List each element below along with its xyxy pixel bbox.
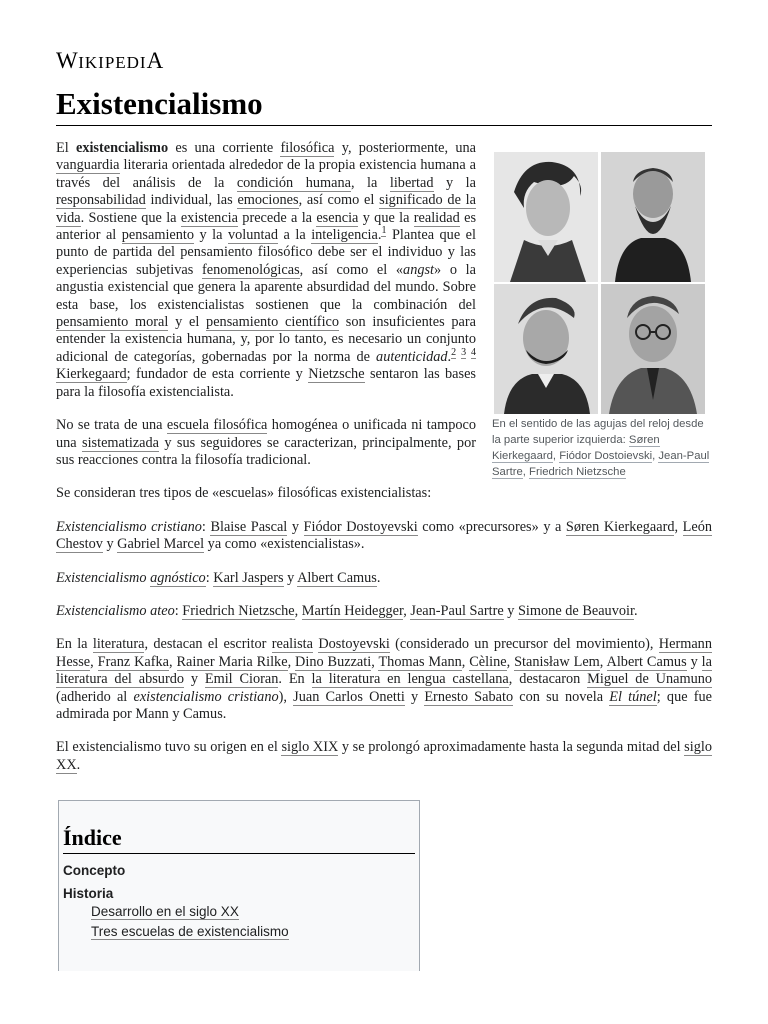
link-siglo-xx[interactable]: siglo XX bbox=[56, 739, 712, 773]
link-lem[interactable]: Stanisław Lem bbox=[514, 653, 600, 670]
footnote-ref[interactable]: 2 bbox=[451, 347, 457, 359]
link-rilke[interactable]: Rainer Maria Rilke bbox=[176, 653, 288, 670]
link-mann[interactable]: Thomas Mann bbox=[378, 653, 462, 670]
paragraph-agnostico: Existencialismo agnóstico: Karl Jaspers y Albert Camus. bbox=[56, 569, 381, 586]
link-escuela-filosofica[interactable]: escuela filosófica bbox=[166, 417, 268, 434]
footnote-ref[interactable]: 4 bbox=[471, 347, 477, 359]
link-condicion-humana[interactable]: condición humana bbox=[236, 174, 351, 191]
portrait-dostoevsky bbox=[601, 152, 705, 282]
link-realista[interactable]: realista bbox=[271, 636, 313, 653]
link-camus[interactable]: Albert Camus bbox=[606, 653, 687, 670]
link-realidad[interactable]: realidad bbox=[413, 209, 460, 226]
caption-link-dostoievski[interactable]: Fiódor Dostoievski bbox=[559, 450, 653, 462]
link-pensamiento[interactable]: pensamiento bbox=[121, 227, 195, 244]
link-literatura[interactable]: literatura bbox=[92, 636, 145, 653]
toc-divider bbox=[63, 853, 415, 854]
caption-sep: , bbox=[652, 450, 659, 462]
link-esencia[interactable]: esencia bbox=[316, 209, 359, 226]
link-nietzsche[interactable]: Friedrich Nietzsche bbox=[182, 602, 295, 619]
link-heidegger[interactable]: Martín Heidegger bbox=[301, 602, 404, 619]
link-pensamiento-cientifico[interactable]: pensamiento científico bbox=[206, 314, 340, 331]
link-kafka[interactable]: Franz Kafka bbox=[97, 653, 170, 670]
link-fenomenologicas[interactable]: fenomenológicas bbox=[201, 261, 300, 278]
caption-text: En el sentido de las agujas del reloj desde la parte superior izquierda: bbox=[492, 418, 704, 446]
portrait-nietzsche bbox=[494, 284, 598, 414]
italic-term: Existencialismo cristiano bbox=[56, 518, 202, 535]
link-literatura-castellana[interactable]: la literatura en lengua castellana bbox=[311, 671, 509, 688]
italic-term: Existencialismo ateo bbox=[56, 602, 175, 619]
caption-link-sartre[interactable]: Jean-Paul Sartre bbox=[492, 450, 710, 478]
paragraph-origen: El existencialismo tuvo su origen en el siglo XIX y se prolongó aproximadamente hasta la segunda mitad del siglo XX. bbox=[56, 739, 712, 773]
link-pascal[interactable]: Blaise Pascal bbox=[210, 518, 288, 535]
table-of-contents bbox=[58, 800, 420, 971]
link-jaspers[interactable]: Karl Jaspers bbox=[213, 569, 284, 586]
portrait-sartre bbox=[601, 284, 705, 414]
link-sabato[interactable]: Ernesto Sabato bbox=[424, 688, 514, 705]
logo-text: WIKIPEDIA bbox=[56, 48, 164, 73]
paragraph-literatura: En la literatura, destacan el escritor realista Dostoyevski (considerado un precursor del movimiento), Hermann Hesse, Franz Kafka, Rainer Maria Rilke, Dino Buzzati, Thomas Mann, Cèline, Stanisław Lem, Albert Camus y la literatura del absurdo y Emil Cioran. En la literatura en lengua castellana, destacaron Miguel de Unamuno (adherido al existencialismo cristiano), Juan Carlos Onetti y Ernesto Sabato con su novela El túnel; que fue admirada por Mann y Camus. bbox=[56, 636, 713, 722]
link-inteligencia[interactable]: inteligencia bbox=[311, 227, 378, 244]
caption-link-nietzsche[interactable]: Friedrich Nietzsche bbox=[529, 466, 626, 478]
infobox-figure bbox=[492, 152, 712, 480]
link-vanguardia[interactable]: vanguardia bbox=[56, 157, 120, 174]
link-buzzati[interactable]: Dino Buzzati bbox=[295, 653, 372, 670]
toc-item-tres-escuelas[interactable]: Tres escuelas de existencialismo bbox=[91, 924, 289, 939]
italic-term: angst bbox=[403, 261, 435, 278]
link-beauvoir[interactable]: Simone de Beauvoir bbox=[517, 602, 634, 619]
paragraph-intro: El existencialismo es una corriente filosófica y, posteriormente, una vanguardia literaria orientada alrededor de la propia existencia humana a través del análisis de la condición humana, la libertad y la responsabilidad individual, las emociones, así como el significado de la vida. Sostiene que la existencia precede a la esencia y que la realidad es anterior al pensamiento y la voluntad a la inteligencia.$^1$ Plantea que el punto de partida del pensamiento filosófico debe ser el individuo y las experiencias subjetivas fenomenológicas, así como el «angst» o la angustia existencial que genera la aparente absurdidad del mundo. Sobre esta base, los existencialistas sostienen que la combinación del pensamiento moral y el pensamiento científico son insuficientes para entender la existencia humana, y, por lo tanto, es necesario un conjunto adicional de categorías, gobernadas por la norma de autenticidad.$^{2 3 4}$ Kierkegaard; fundador de esta corriente y Nietzsche sentaron las bases para la filosofía existencialista. bbox=[56, 140, 477, 400]
link-hesse[interactable]: Hermann Hesse bbox=[56, 636, 712, 670]
link-libertad[interactable]: libertad bbox=[389, 174, 434, 191]
link-responsabilidad[interactable]: responsabilidad bbox=[56, 192, 146, 209]
paragraph-cristiano: Existencialismo cristiano: Blaise Pascal y Fiódor Dostoyevski como «precursores» y a Søren Kierkegaard, León Chestov y Gabriel Marcel ya como «existencialistas». bbox=[56, 518, 713, 553]
link-onetti[interactable]: Juan Carlos Onetti bbox=[293, 688, 405, 705]
toc-item-concepto[interactable]: Concepto bbox=[63, 863, 126, 878]
link-sartre[interactable]: Jean-Paul Sartre bbox=[410, 602, 504, 619]
italic-term: Existencialismo bbox=[56, 569, 151, 586]
page-title: Existencialismo bbox=[56, 86, 263, 121]
link-celine[interactable]: Cèline bbox=[469, 653, 507, 670]
link-kierkegaard[interactable]: Kierkegaard bbox=[56, 366, 127, 383]
link-nietzsche[interactable]: Nietzsche bbox=[308, 366, 365, 383]
wikipedia-logo[interactable] bbox=[56, 48, 164, 74]
title-divider bbox=[56, 125, 712, 126]
toc-item-historia[interactable]: Historia bbox=[63, 886, 114, 901]
link-significado-vida[interactable]: significado de la vida bbox=[56, 192, 476, 226]
caption-sep: , bbox=[552, 450, 560, 462]
italic-term: existencialismo cristiano bbox=[133, 688, 279, 705]
link-emociones[interactable]: emociones bbox=[237, 192, 299, 209]
link-kierkegaard[interactable]: Søren Kierkegaard bbox=[565, 518, 675, 535]
link-chestov[interactable]: León Chestov bbox=[56, 518, 713, 553]
figure-caption bbox=[492, 416, 712, 480]
portrait-kierkegaard bbox=[494, 152, 598, 282]
link-dostoyevski[interactable]: Dostoyevski bbox=[318, 636, 390, 653]
link-camus[interactable]: Albert Camus bbox=[297, 569, 377, 586]
link-sistematizada[interactable]: sistematizada bbox=[82, 434, 160, 451]
link-unamuno[interactable]: Miguel de Unamuno bbox=[587, 671, 713, 688]
link-literatura-absurdo[interactable]: la literatura del absurdo bbox=[56, 653, 712, 688]
paragraph-ateo: Existencialismo ateo: Friedrich Nietzsche, Martín Heidegger, Jean-Paul Sartre y Simone de Beauvoir. bbox=[56, 602, 638, 619]
link-el-tunel[interactable]: El túnel bbox=[609, 688, 657, 705]
footnote-ref[interactable]: 1 bbox=[381, 225, 387, 237]
article-body bbox=[56, 140, 712, 790]
toc-item-desarrollo[interactable]: Desarrollo en el siglo XX bbox=[91, 904, 239, 919]
caption-link-kierkegaard[interactable]: Søren Kierkegaard bbox=[492, 434, 660, 462]
link-filosofica[interactable]: filosófica bbox=[280, 140, 335, 156]
paragraph-escuela: No se trata de una escuela filosófica homogénea o unificada ni tampoco una sistematizada y sus seguidores se caracterizan, principalmente, por sus reacciones contra la filosofía tradicional. bbox=[56, 417, 476, 468]
portrait-collage[interactable] bbox=[494, 152, 706, 414]
caption-sep: , bbox=[522, 466, 530, 478]
toc-title: Índice bbox=[63, 825, 122, 850]
italic-term: autenticidad bbox=[376, 348, 448, 365]
link-existencia[interactable]: existencia bbox=[180, 209, 238, 226]
link-pensamiento-moral[interactable]: pensamiento moral bbox=[56, 314, 169, 331]
bold-term: existencialismo bbox=[75, 140, 169, 156]
link-voluntad[interactable]: voluntad bbox=[227, 227, 279, 244]
link-marcel[interactable]: Gabriel Marcel bbox=[117, 536, 205, 553]
link-agnostico[interactable]: agnóstico bbox=[150, 569, 206, 586]
link-cioran[interactable]: Emil Cioran bbox=[204, 671, 279, 688]
footnote-ref[interactable]: 3 bbox=[461, 347, 467, 359]
paragraph-tipos: Se consideran tres tipos de «escuelas» filosóficas existencialistas: bbox=[56, 485, 432, 502]
link-siglo-xix[interactable]: siglo XIX bbox=[281, 739, 339, 756]
link-dostoyevski[interactable]: Fiódor Dostoyevski bbox=[303, 518, 418, 535]
